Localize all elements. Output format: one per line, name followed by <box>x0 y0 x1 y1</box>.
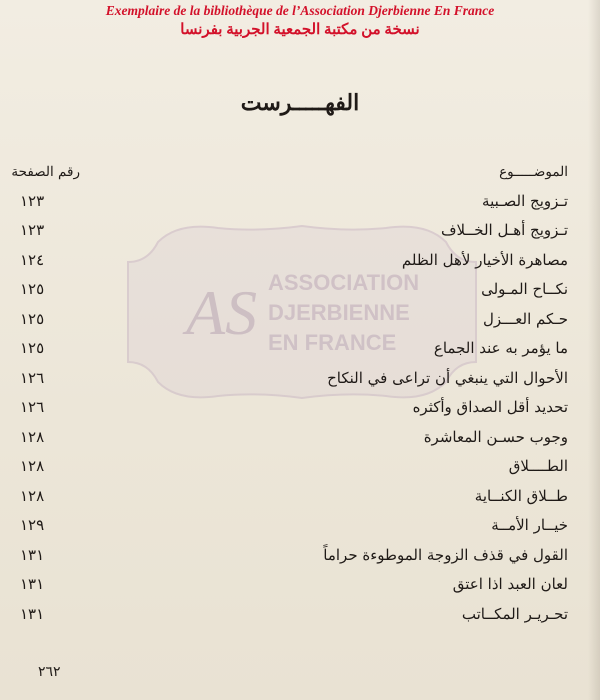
page-gutter-shadow <box>588 0 600 700</box>
toc-entry-subject: تـزويج أهـل الخــلاف <box>440 221 568 239</box>
toc-entry-page: ١٣١ <box>20 604 45 623</box>
toc-header-subject: الموضـــــوع <box>499 164 568 180</box>
toc-entry-subject: تـزويج الصـبية <box>482 191 568 210</box>
toc-entry-subject: تحديد أقل الصداق وأكثره <box>412 398 568 416</box>
toc-entry <box>20 269 568 299</box>
toc-entry-subject: ما يؤمر به عند الجماع <box>433 339 568 357</box>
toc-entry-page: ١٢٤ <box>20 250 45 269</box>
toc-entry-page: ١٢٣ <box>20 221 45 239</box>
toc-entry-page: ١٢٨ <box>20 427 45 446</box>
toc-entry-subject: وجوب حسـن المعاشرة <box>423 427 568 446</box>
toc-entry <box>20 505 568 535</box>
toc-entry-page: ١٢٨ <box>20 457 45 475</box>
toc-entry-page: ١٢٨ <box>20 486 45 505</box>
toc-entry-page: ١٢٩ <box>20 516 45 534</box>
watermark-initials: AS <box>186 277 258 348</box>
toc-entry-subject: طــلاق الكنــاية <box>474 486 568 505</box>
toc-entry <box>20 357 568 387</box>
library-stamp-arabic: نسخة من مكتبة الجمعية الجربية بفرنسا <box>180 22 420 38</box>
toc-entry <box>20 239 568 269</box>
toc-entry <box>20 593 568 623</box>
toc-entry-subject: خيــار الأمــة <box>491 516 568 534</box>
toc-entry <box>20 180 568 210</box>
toc-entry <box>20 328 568 358</box>
page-title: الفهـــــرست <box>240 90 360 116</box>
toc-entry <box>20 210 568 240</box>
watermark-line-1: ASSOCIATION <box>268 270 420 295</box>
toc-entry-subject: الأحوال التي ينبغي أن تراعى في النكاح <box>327 368 568 387</box>
toc-entry-page: ١٢٣ <box>20 191 45 210</box>
toc-entry-subject: تحـريـر المكــاتب <box>461 604 568 623</box>
toc-entry-subject: الطــــلاق <box>508 457 568 475</box>
library-stamp-french: Exemplaire de la bibliothèque de l’Association Djerbienne En France <box>105 3 495 18</box>
toc-entry <box>20 534 568 564</box>
toc-entry <box>20 564 568 594</box>
toc-entry <box>20 298 568 328</box>
toc-entry-page: ١٣١ <box>20 575 45 593</box>
toc-entry-subject: القول في قذف الزوجة الموطوءة حراماً <box>323 545 568 564</box>
table-of-contents <box>11 152 568 623</box>
watermark-line-3: EN FRANCE <box>268 330 397 355</box>
toc-entry-subject: لعان العبد اذا اعتق <box>452 575 568 593</box>
toc-entry-subject: حـكم العـــزل <box>482 309 568 328</box>
toc-entry <box>20 475 568 505</box>
watermark-line-2: DJERBIENNE <box>268 300 410 325</box>
toc-entry <box>20 387 568 417</box>
toc-entry-page: ١٢٦ <box>20 368 45 387</box>
toc-header <box>11 152 568 180</box>
toc-entry <box>20 416 568 446</box>
toc-entry-page: ١٢٥ <box>20 339 45 357</box>
toc-entry <box>20 446 568 476</box>
toc-entry-page: ١٢٦ <box>20 398 45 416</box>
page-number: ٢٦٢ <box>38 664 61 680</box>
toc-entry-page: ١٢٥ <box>20 280 45 298</box>
toc-entry-page: ١٣١ <box>20 545 45 564</box>
toc-header-page: رقم الصفحة <box>11 164 80 180</box>
toc-entry-subject: نكــاح المـولى <box>481 280 568 298</box>
toc-entry-subject: مصاهرة الأخيار لأهل الظلم <box>401 250 568 269</box>
toc-entry-page: ١٢٥ <box>20 309 45 328</box>
